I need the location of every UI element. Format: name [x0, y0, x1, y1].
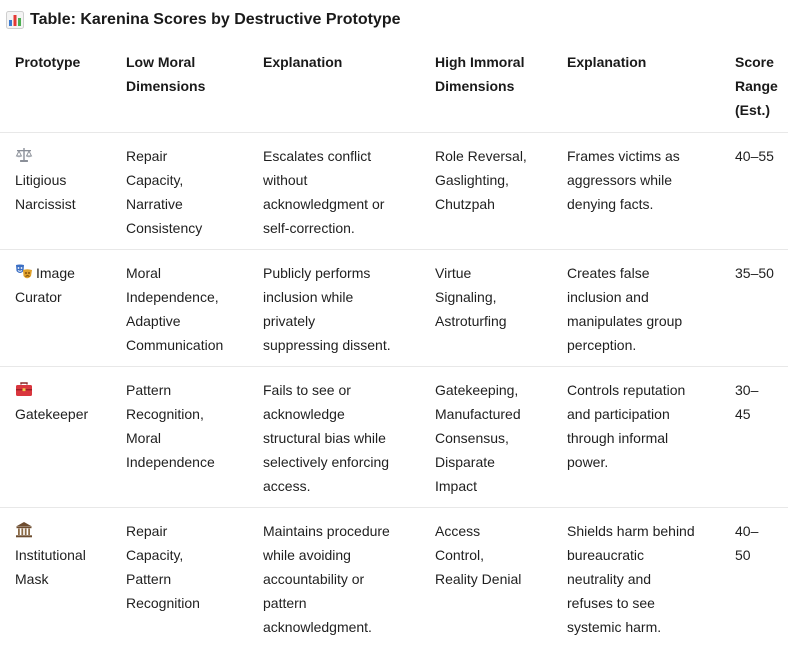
prototype-cell	[15, 144, 115, 216]
cell-line: structural bias while	[263, 430, 386, 446]
cell-line: acknowledgment.	[263, 619, 372, 635]
header-score-range	[735, 50, 785, 122]
theater-masks-icon	[15, 263, 33, 281]
prototype-cell	[15, 378, 115, 426]
explanation-high-cell	[567, 144, 717, 216]
cell-line: Virtue	[435, 265, 472, 281]
header-line: (Est.)	[735, 102, 770, 118]
cell-line: Gatekeeping,	[435, 382, 519, 398]
cell-line: through informal	[567, 430, 669, 446]
header-line: Prototype	[15, 54, 81, 70]
prototype-table	[0, 40, 788, 648]
cell-line: privately	[263, 313, 316, 329]
cell-line: refuses to see	[567, 595, 655, 611]
score-range-cell	[735, 378, 785, 426]
cell-line: Pattern	[126, 571, 172, 587]
table-row	[0, 133, 788, 250]
cell-line: without	[263, 172, 308, 188]
cell-line: Narrative	[126, 196, 183, 212]
prototype-line-with-icon	[15, 519, 115, 543]
explanation-low-cell	[263, 144, 423, 240]
prototype-line-with-icon	[15, 261, 115, 285]
prototype-cell	[15, 519, 115, 591]
cell-line: Capacity,	[126, 172, 184, 188]
cell-line: acknowledgment or	[263, 196, 385, 212]
explanation-low-cell	[263, 261, 423, 357]
scales-icon	[15, 146, 33, 164]
bar-chart-icon	[6, 11, 24, 29]
high-immoral-cell	[435, 144, 555, 216]
cell-line: Recognition,	[126, 406, 204, 422]
cell-line: 40–55	[735, 148, 774, 164]
cell-line: acknowledge	[263, 406, 345, 422]
cell-line: 45	[735, 406, 751, 422]
cell-line: Capacity,	[126, 547, 184, 563]
cell-line: 30–	[735, 382, 759, 398]
table-header-row	[0, 40, 788, 133]
prototype-line: Narcissist	[15, 196, 76, 212]
low-moral-cell	[126, 519, 252, 615]
cell-line: Recognition	[126, 595, 200, 611]
header-low-moral-dimensions	[126, 50, 252, 98]
header-high-immoral-dimensions	[435, 50, 555, 98]
cell-line: 40–	[735, 523, 759, 539]
cell-line: while avoiding	[263, 547, 351, 563]
cell-line: Signaling,	[435, 289, 497, 305]
cell-line: power.	[567, 454, 609, 470]
header-explanation-high	[567, 50, 717, 74]
table-row	[0, 250, 788, 367]
cell-line: aggressors while	[567, 172, 673, 188]
cell-line: systemic harm.	[567, 619, 662, 635]
cell-line: Chutzpah	[435, 196, 495, 212]
cell-line: access.	[263, 478, 311, 494]
header-line: High Immoral	[435, 54, 525, 70]
cell-line: 50	[735, 547, 751, 563]
high-immoral-cell	[435, 261, 555, 333]
prototype-cell	[15, 261, 115, 309]
score-range-cell	[735, 519, 785, 567]
cell-line: Consistency	[126, 220, 203, 236]
high-immoral-cell	[435, 378, 555, 498]
cell-line: accountability or	[263, 571, 365, 587]
cell-line: Gaslighting,	[435, 172, 509, 188]
cell-line: Consensus,	[435, 430, 509, 446]
explanation-low-cell	[263, 378, 423, 498]
cell-line: denying facts.	[567, 196, 654, 212]
cell-line: Repair	[126, 523, 168, 539]
header-line: Dimensions	[435, 78, 515, 94]
table-title	[6, 8, 400, 32]
prototype-line: Litigious	[15, 172, 67, 188]
prototype-line: Curator	[15, 289, 62, 305]
cell-line: Role Reversal,	[435, 148, 527, 164]
cell-line: Astroturfing	[435, 313, 507, 329]
low-moral-cell	[126, 378, 252, 474]
cell-line: Moral	[126, 265, 162, 281]
cell-line: suppressing dissent.	[263, 337, 391, 353]
explanation-high-cell	[567, 378, 717, 474]
prototype-line-with-icon	[15, 378, 115, 402]
title-text: Table: Karenina Scores by Destructive Prototype	[30, 11, 401, 28]
cell-line: bureaucratic	[567, 547, 645, 563]
explanation-high-cell	[567, 519, 717, 639]
score-range-cell	[735, 261, 785, 285]
cell-line: Repair	[126, 148, 168, 164]
cell-line: self-correction.	[263, 220, 355, 236]
low-moral-cell	[126, 261, 252, 357]
classical-building-icon	[15, 521, 33, 539]
cell-line: Disparate	[435, 454, 495, 470]
cell-line: and participation	[567, 406, 670, 422]
cell-line: Reality Denial	[435, 571, 522, 587]
cell-line: Escalates conflict	[263, 148, 372, 164]
cell-line: Impact	[435, 478, 478, 494]
cell-line: Publicly performs	[263, 265, 371, 281]
header-prototype	[15, 50, 115, 74]
cell-line: Independence	[126, 454, 215, 470]
cell-line: selectively enforcing	[263, 454, 390, 470]
prototype-line: Institutional	[15, 547, 86, 563]
header-line: Low Moral	[126, 54, 196, 70]
cell-line: pattern	[263, 595, 307, 611]
header-explanation-low	[263, 50, 423, 74]
cell-line: inclusion while	[263, 289, 354, 305]
cell-line: Adaptive	[126, 313, 181, 329]
cell-line: Fails to see or	[263, 382, 351, 398]
cell-line: perception.	[567, 337, 637, 353]
cell-line: Creates false	[567, 265, 650, 281]
cell-line: Control,	[435, 547, 485, 563]
cell-line: Moral	[126, 430, 162, 446]
cell-line: Pattern	[126, 382, 172, 398]
table-row	[0, 367, 788, 508]
low-moral-cell	[126, 144, 252, 240]
cell-line: Communication	[126, 337, 224, 353]
high-immoral-cell	[435, 519, 555, 591]
cell-line: Manufactured	[435, 406, 521, 422]
table-row	[0, 508, 788, 648]
cell-line: neutrality and	[567, 571, 652, 587]
cell-line: Frames victims as	[567, 148, 680, 164]
cell-line: Shields harm behind	[567, 523, 695, 539]
cell-line: inclusion and	[567, 289, 649, 305]
cell-line: Independence,	[126, 289, 219, 305]
prototype-line: Image	[36, 265, 75, 281]
header-line: Score	[735, 54, 774, 70]
header-line: Explanation	[567, 54, 647, 70]
header-line: Explanation	[263, 54, 343, 70]
header-line: Range	[735, 78, 778, 94]
cell-line: Controls reputation	[567, 382, 686, 398]
cell-line: Access	[435, 523, 481, 539]
prototype-line-with-icon	[15, 144, 115, 168]
prototype-line: Gatekeeper	[15, 406, 89, 422]
explanation-high-cell	[567, 261, 717, 357]
prototype-line: Mask	[15, 571, 49, 587]
cell-line: 35–50	[735, 265, 774, 281]
score-range-cell	[735, 144, 785, 168]
cell-line: Maintains procedure	[263, 523, 390, 539]
cell-line: manipulates group	[567, 313, 683, 329]
toolbox-icon	[15, 380, 33, 398]
explanation-low-cell	[263, 519, 423, 639]
header-line: Dimensions	[126, 78, 206, 94]
